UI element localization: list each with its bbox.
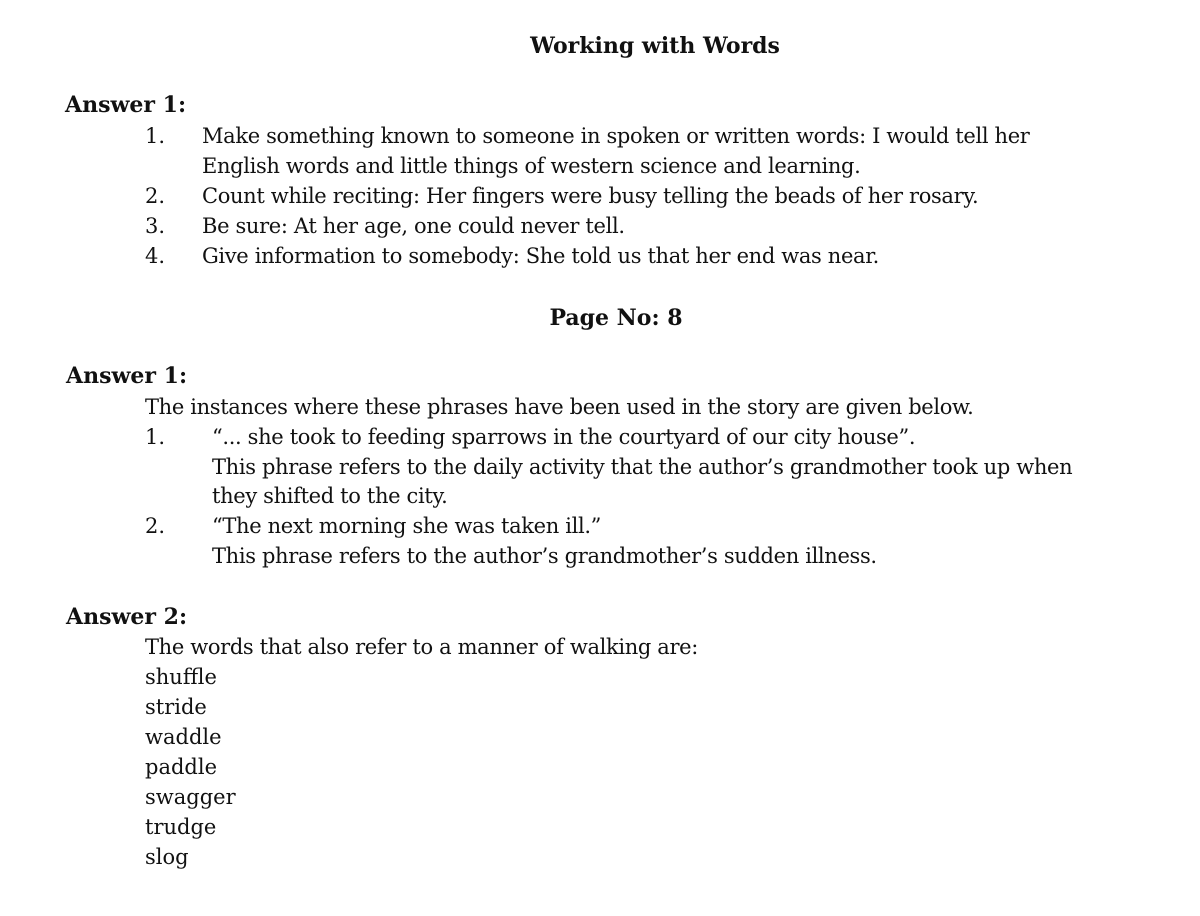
section1-item-text: Be sure: At her age, one could never tell. (202, 214, 625, 238)
section2-item-number: 2. (145, 514, 166, 538)
walking-words-list (145, 662, 236, 872)
section2-item-number: 1. (145, 425, 166, 449)
list-item: stride (145, 695, 207, 719)
section1-item-text: Make something known to someone in spoken or written words: I would tell her (202, 124, 1030, 148)
section1-item-text: Give information to somebody: She told us that her end was near. (202, 244, 879, 268)
section3-intro: The words that also refer to a manner of walking are: (145, 635, 698, 659)
list-item: paddle (145, 755, 217, 779)
section2-heading: Answer 1: (66, 363, 188, 389)
section2-item-text: This phrase refers to the daily activity that the author’s grandmother took up when (212, 455, 1073, 479)
section1-heading: Answer 1: (65, 92, 187, 118)
section1-item-number: 2. (145, 184, 166, 208)
page-number: Page No: 8 (549, 305, 683, 331)
section2-item-text: This phrase refers to the author’s grandmother’s sudden illness. (212, 544, 877, 568)
list-item: swagger (145, 785, 236, 809)
section1-item-text: English words and little things of western science and learning. (202, 154, 861, 178)
list-item: slog (145, 845, 189, 869)
section2-item-text: “The next morning she was taken ill.” (212, 514, 602, 538)
section1-item-text: Count while reciting: Her fingers were busy telling the beads of her rosary. (202, 184, 979, 208)
section1-item-number: 3. (145, 214, 166, 238)
section2-item-text: “... she took to feeding sparrows in the courtyard of our city house”. (212, 425, 916, 449)
section1-item-number: 1. (145, 124, 166, 148)
list-item: trudge (145, 815, 217, 839)
page-title: Working with Words (530, 33, 780, 59)
list-item: waddle (145, 725, 222, 749)
section3-heading: Answer 2: (66, 604, 188, 630)
section2-intro: The instances where these phrases have been used in the story are given below. (145, 395, 974, 419)
section1-item-number: 4. (145, 244, 166, 268)
list-item: shuffle (145, 665, 217, 689)
section2-item-text: they shifted to the city. (212, 484, 448, 508)
